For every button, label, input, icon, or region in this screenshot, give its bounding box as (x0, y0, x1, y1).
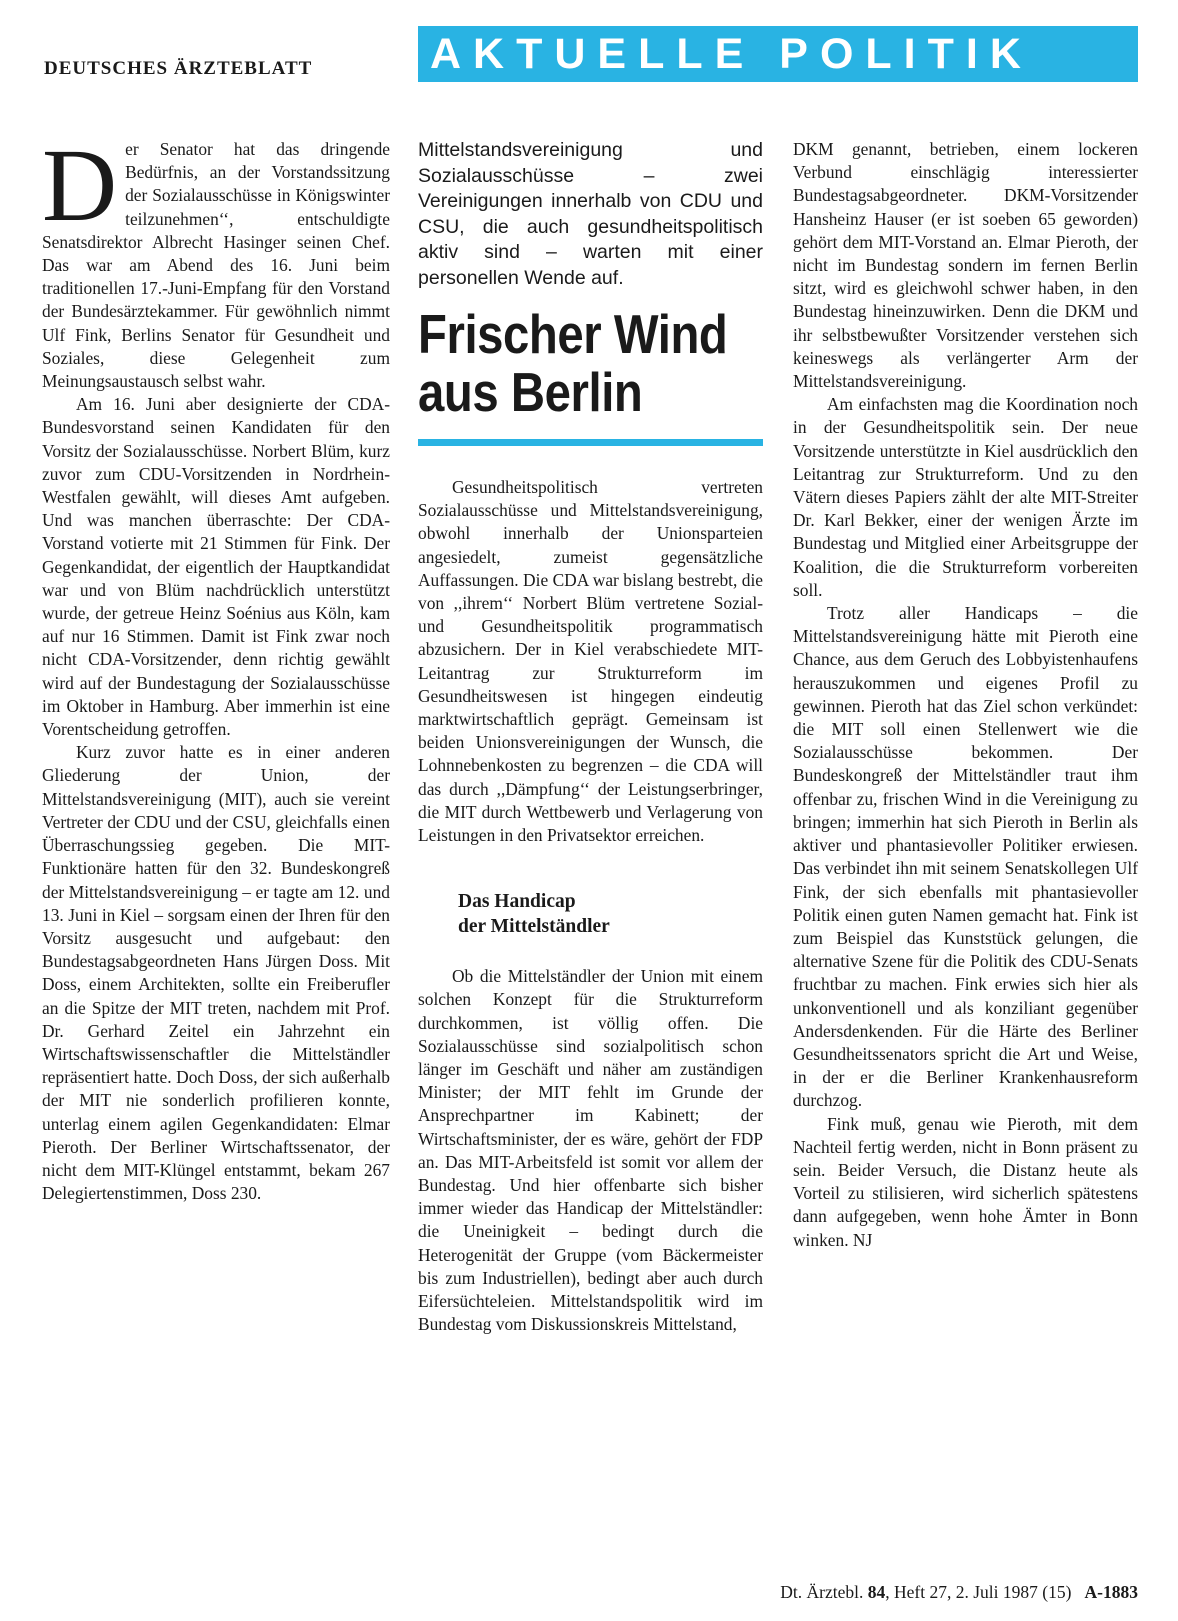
paragraph: DKM genannt, betrieben, einem lockeren Verbund einschlägig interessierter Bundestagsabgeordneter. DKM-Vorsitzender Hansheinz Hauser (er ist soeben 65 geworden) gehört dem MIT-Vorstand an. Elmar Pieroth, der nicht im Bundestag sondern im fernen Berlin sitzt, wird es gleichwohl schwer haben, in den Bundestag hineinzuwirken. Denn die DKM und ihr selbstbewußter Vorsitzender verstehen sich keineswegs als verlängerter Arm der Mittelstandsvereinigung. (793, 139, 1138, 392)
paragraph: Ob die Mittelständler der Union mit einem solchen Konzept für die Strukturreform durchkommen, ist völlig offen. Die Sozialausschüsse sind sozialpolitisch schon länger im Geschäft und näher am zuständigen Minister; der MIT fehlt im Grunde der Ansprechpartner im Kabinett; der Wirtschaftsminister, der es wäre, gehört der FDP an. Das MIT-Arbeitsfeld ist somit vor allem der Bundestag. Und hier offenbarte sich bisher immer wieder das Handicap der Mittelständler: die Uneinigkeit – bedingt durch die Heterogenität der Gruppe (vom Bäckermeister bis zum Industriellen), bedingt aber auch durch Eifersüchteleien. Mittelstandspolitik wird im Bundestag vom Diskussionskreis Mittelstand, (418, 966, 763, 1335)
paragraph: Der Senator hat das dringende Bedürfnis, an der Vorstandssitzung der Sozialausschüsse in Königswinter teilzunehmen‘‘, entschuldigte Senatsdirektor Albrecht Hasinger seinen Chef. Das war am Abend des 16. Juni beim traditionellen 17.-Juni-Empfang für den Vorstand der Bundesärztekammer. Für gewöhnlich nimmt Ulf Fink, Berlins Senator für Gesundheit und Soziales, diese Gelegenheit zum Meinungsaustausch selbst wahr. (42, 128, 390, 392)
article-lead: Mittelstandsvereinigung und Sozialausschüsse – zwei Vereinigungen innerhalb von CDU und CSU, die auch gesundheitspolitisch aktiv sind – warten mit einer personellen Wende auf. (418, 139, 763, 289)
footer-issue: , Heft 27, 2. Juli 1987 (15) (885, 1582, 1072, 1602)
article-column-2 (418, 138, 763, 1337)
journal-masthead: DEUTSCHES ÄRZTEBLATT (44, 58, 313, 79)
article-column-3 (793, 138, 1138, 1252)
headline-rule (418, 439, 763, 446)
paragraph: Am 16. Juni aber designierte der CDA-Bundesvorstand seinen Kandidaten für den Vorsitz der Sozialausschüsse. Norbert Blüm, kurz zuvor zum CDU-Vorsitzenden in Nordrhein-Westfalen gewählt, will dieses Amt aufgeben. Und was manchen überraschte: Der CDA-Vorstand votierte mit 21 Stimmen für Fink. Der Gegenkandidat, der eigentlich der Hauptkandidat war und von Blüm nachdrücklich unterstützt wurde, der getreue Heinz Soénius aus Köln, kam auf nur 16 Stimmen. Damit ist Fink zwar noch nicht CDA-Vorsitzender, denn richtig gewählt wird auf der Bundestagung der Sozialausschüsse im Oktober in Hamburg. Aber immerhin ist eine Vorentscheidung getroffen. (42, 394, 390, 740)
paragraph: Trotz aller Handicaps – die Mittelstandsvereinigung hätte mit Pieroth eine Chance, aus dem Geruch des Lobbyistenhaufens herauszukommen und eigenes Profil zu gewinnen. Pieroth hat das Ziel schon verkündet: die MIT soll einen Stellenwert wie die Sozialausschüsse bekommen. Der Bundeskongreß der Mittelständler traut ihm offenbar zu, frischen Wind in die Vereinigung zu bringen; immerhin hat sich Pieroth in Berlin als aktiver und phantasievoller Politiker erwiesen. Das verbindet ihn mit seinem Senatskollegen Ulf Fink, der sich ebenfalls mit phantasievoller Politik einen guten Namen gemacht hat. Fink ist zum Beispiel das Kunststück gelungen, die alternative Szene für die Politik des CDU-Senats fruchtbar zu machen. Fink erwies sich hier als unkonventionell und als konziliant gegenüber Andersdenkenden. Für die Härte des Berliner Gesundheitssenators spricht die Art und Weise, in der er die Berliner Krankenhausreform durchzog. (793, 603, 1138, 1111)
article-headline: Frischer Wind aus Berlin (418, 303, 728, 423)
page-number: A-1883 (1084, 1582, 1138, 1602)
page-footer (780, 1582, 1138, 1603)
paragraph: Kurz zuvor hatte es in einer anderen Gliederung der Union, der Mittelstandsvereinigung (MIT), auch sie vereint Vertreter der CDU und der CSU, gleichfalls einen Überraschungssieg gegeben. Die MIT-Funktionäre hatten für den 32. Bundeskongreß der Mittelstandsvereinigung – er tagte am 12. und 13. Juni in Kiel – sorgsam einen der Ihren für den Vorsitz ausgesucht und aufgebaut: den Bundestagsabgeordneten Hans Jürgen Doss. Mit Doss, einem Architekten, sollte ein Freiberufler an die Spitze der MIT treten, nachdem mit Prof. Dr. Gerhard Zeitel ein Jahrzehnt ein Wirtschaftswissenschaftler die Mittelständler repräsentiert hatte. Doch Doss, der sich außerhalb der MIT nie sonderlich profilieren konnte, unterlag einem agilen Gegenkandidaten: Elmar Pieroth. Der Berliner Wirtschaftssenator, der nicht dem MIT-Klüngel entstammt, bekam 267 Delegiertenstimmen, Doss 230. (42, 742, 390, 1204)
paragraph: Fink muß, genau wie Pieroth, mit dem Nachteil fertig werden, nicht in Bonn präsent zu sein. Beider Versuch, die Distanz heute als Vorteil zu stilisieren, wird sicherlich spätestens dann aufgegeben, wenn hohe Ämter in Bonn winken. NJ (793, 1113, 1138, 1250)
article-column-1 (42, 128, 390, 1205)
footer-volume: 84 (867, 1582, 886, 1602)
paragraph: Gesundheitspolitisch vertreten Sozialausschüsse und Mittelstandsvereinigung, obwohl innerhalb der Unionsparteien angesiedelt, zumeist gegensätzliche Auffassungen. Die CDA war bislang bestrebt, die von ,,ihrem‘‘ Norbert Blüm vertretene Sozial- und Gesundheitspolitik programmatisch abzusichern. Der in Kiel verabschiedete MIT-Leitantrag zur Strukturreform im Gesundheitswesen ist hingegen eindeutig marktwirtschaftlich geprägt. Gemeinsam ist beiden Unionsvereinigungen der Wunsch, die Lohnnebenkosten zu begrenzen – die CDA will das durch ,,Dämpfung‘‘ der Leistungserbringer, die MIT durch Wettbewerb und Verlagerung von Leistungen in den Privatsektor erreichen. (418, 477, 763, 846)
footer-citation: Dt. Ärztebl. (780, 1582, 868, 1602)
drop-cap: D (42, 128, 118, 243)
paragraph: Am einfachsten mag die Koordination noch in der Gesundheitspolitik sein. Der neue Vorsitzende unterstützte in Kiel ausdrücklich den Leitantrag zur Strukturreform. Und zu den Vätern dieses Papiers zählt der alte MIT-Streiter Dr. Karl Bekker, einer der wenigen Ärzte im Bundestag und Mitglied einer Arbeitsgruppe der Koalition, die die Strukturreform vorbereiten soll. (793, 394, 1138, 600)
section-banner (418, 26, 1138, 82)
subheading: Das Handicap der Mittelständler (458, 891, 610, 938)
section-title: AKTUELLE POLITIK (430, 30, 1033, 78)
